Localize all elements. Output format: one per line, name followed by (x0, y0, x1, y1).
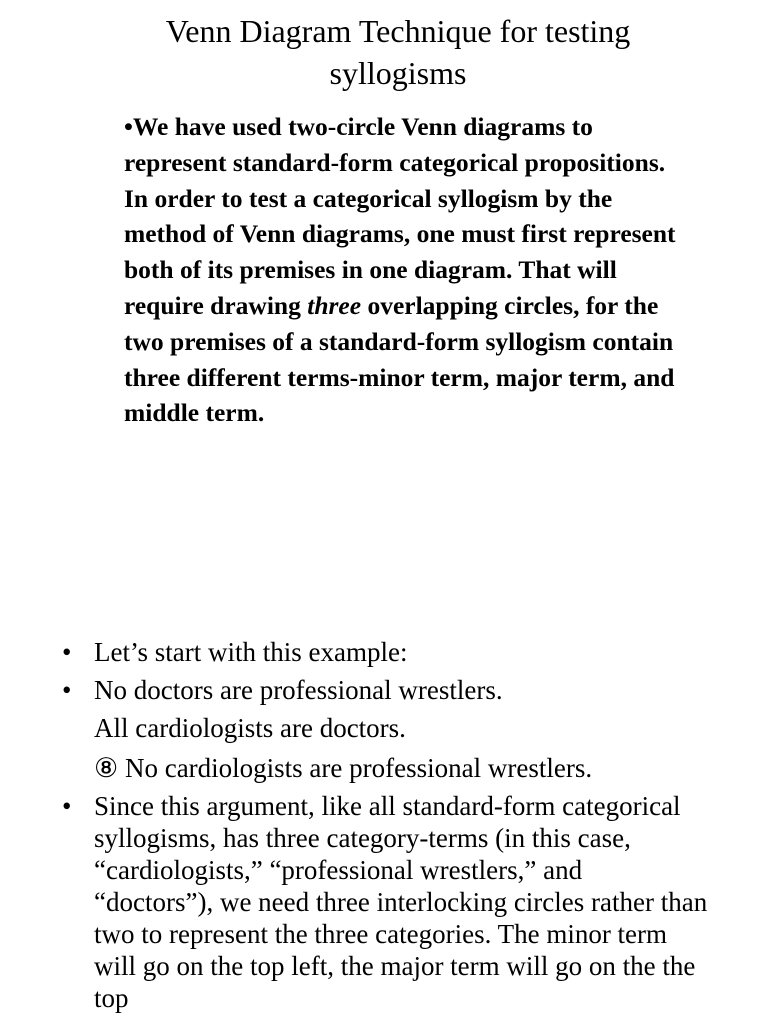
bullet-list (0, 636, 768, 1014)
bullet-explanation: • Since this argument, like all standard-form categorical syllogisms, has three category-terms (in this case, “cardiologists,” “professional wrestlers,” and “doctors”), we need three interlocking circles rather than two to represent the three categories. The minor term will go on the top left, the major term will go on the the top (0, 790, 768, 1014)
intro-text-part2: overlapping circles, for the two premises of a standard-form syllogism contain three different terms-minor term, major term, and middle term. (124, 290, 675, 428)
slide-title: Venn Diagram Technique for testing syllogisms (165, 13, 631, 91)
intro-text-part1: •We have used two-circle Venn diagrams to represent standard-form categorical propositions. In order to test a categorical syllogism by the method of Venn diagrams, one must first represent both of its premises in one diagram. That will require drawing (124, 112, 676, 320)
minor-premise-line: All cardiologists are doctors. (94, 713, 406, 743)
bullet-major-premise: • No doctors are professional wrestlers. (0, 674, 768, 706)
conclusion-line: ⑧ No cardiologists are professional wrestlers. (94, 753, 593, 783)
bullet-example-intro: • Let’s start with this example: (0, 636, 768, 668)
intro-emphasis: three (307, 290, 362, 320)
intro-paragraph (124, 109, 684, 431)
